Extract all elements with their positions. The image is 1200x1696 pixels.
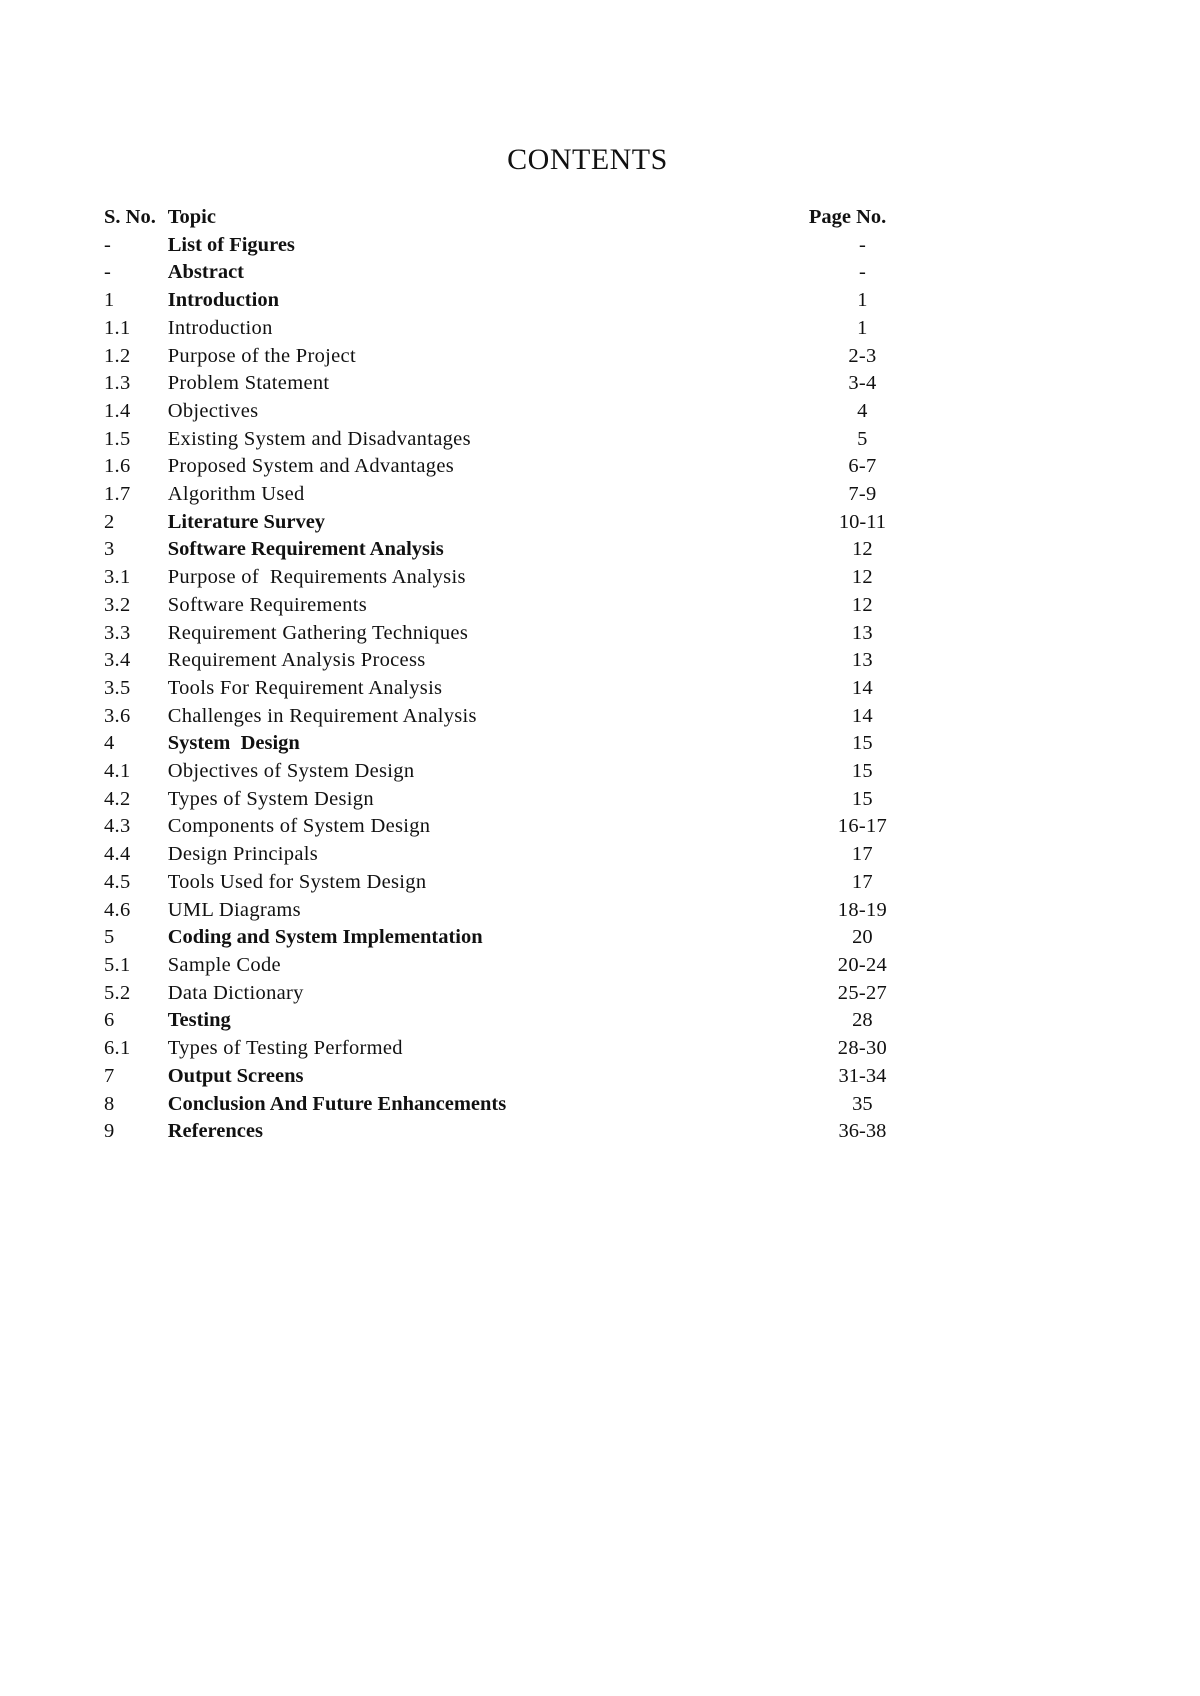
entry-topic: Purpose of Requirements Analysis bbox=[167, 566, 466, 589]
entry-page: 31-34 bbox=[838, 1064, 887, 1087]
header-sno: S. No. bbox=[104, 206, 156, 228]
entry-number: 4 bbox=[104, 732, 115, 755]
entry-page: 36-38 bbox=[838, 1120, 887, 1143]
entry-page: 13 bbox=[851, 649, 873, 672]
entry-topic: References bbox=[167, 1120, 263, 1143]
contents-row bbox=[104, 952, 924, 980]
contents-row bbox=[104, 370, 924, 398]
entry-number: 3.4 bbox=[104, 649, 131, 672]
entry-topic: Testing bbox=[167, 1009, 231, 1032]
contents-row bbox=[104, 481, 924, 509]
entry-number: 3.3 bbox=[104, 621, 131, 644]
entry-page: 14 bbox=[851, 676, 873, 699]
entry-page: 18-19 bbox=[837, 898, 888, 921]
header-topic: Topic bbox=[167, 206, 216, 228]
entry-number: 1 bbox=[104, 289, 115, 312]
entry-page: 13 bbox=[851, 621, 873, 644]
entry-number: 4.5 bbox=[104, 870, 131, 893]
entry-topic: System Design bbox=[167, 732, 300, 755]
page-title: CONTENTS bbox=[507, 143, 668, 176]
contents-body bbox=[104, 232, 924, 1146]
entry-page: 25-27 bbox=[837, 981, 888, 1004]
contents-row bbox=[104, 647, 924, 675]
entry-number: 3.1 bbox=[104, 566, 131, 589]
entry-topic: List of Figures bbox=[167, 233, 295, 256]
entry-number: 3.6 bbox=[104, 704, 131, 727]
entry-topic: UML Diagrams bbox=[167, 898, 301, 921]
entry-topic: Abstract bbox=[167, 261, 245, 284]
entry-number: 1.5 bbox=[104, 427, 131, 450]
contents-row bbox=[104, 232, 924, 260]
entry-page: 5 bbox=[857, 427, 868, 450]
entry-number: - bbox=[104, 233, 111, 256]
contents-table bbox=[104, 204, 924, 1146]
entry-topic: Output Screens bbox=[167, 1064, 304, 1087]
entry-topic: Literature Survey bbox=[167, 510, 326, 533]
entry-number: 1.1 bbox=[104, 316, 131, 339]
entry-page: 15 bbox=[851, 787, 873, 810]
contents-row bbox=[104, 426, 924, 454]
entry-topic: Challenges in Requirement Analysis bbox=[167, 704, 477, 727]
entry-number: 5 bbox=[104, 926, 115, 949]
entry-topic: Introduction bbox=[167, 316, 273, 339]
contents-row bbox=[104, 592, 924, 620]
entry-topic: Requirement Gathering Techniques bbox=[167, 621, 469, 644]
entry-topic: Types of System Design bbox=[167, 787, 374, 810]
entry-page: 2-3 bbox=[848, 344, 877, 367]
entry-topic: Design Principals bbox=[167, 843, 319, 866]
contents-row bbox=[104, 509, 924, 537]
contents-row bbox=[104, 869, 924, 897]
entry-number: 1.6 bbox=[104, 455, 131, 478]
entry-topic: Existing System and Disadvantages bbox=[167, 427, 471, 450]
contents-row bbox=[104, 536, 924, 564]
entry-number: 4.1 bbox=[104, 760, 131, 783]
contents-header-row bbox=[104, 204, 924, 232]
entry-page: 20 bbox=[852, 926, 873, 949]
entry-number: 1.7 bbox=[104, 483, 131, 506]
entry-page: - bbox=[859, 233, 866, 256]
entry-number: 4.6 bbox=[104, 898, 131, 921]
contents-row bbox=[104, 564, 924, 592]
entry-page: 17 bbox=[851, 843, 873, 866]
contents-row bbox=[104, 259, 924, 287]
entry-number: 1.3 bbox=[104, 372, 131, 395]
entry-number: 3 bbox=[104, 538, 115, 561]
contents-row bbox=[104, 786, 924, 814]
entry-page: 10-11 bbox=[838, 510, 886, 533]
contents-row bbox=[104, 897, 924, 925]
contents-row bbox=[104, 813, 924, 841]
contents-row bbox=[104, 730, 924, 758]
entry-topic: Sample Code bbox=[167, 953, 281, 976]
entry-page: 1 bbox=[857, 289, 868, 312]
entry-page: 7-9 bbox=[848, 483, 877, 506]
contents-row bbox=[104, 980, 924, 1008]
entry-page: 15 bbox=[851, 760, 873, 783]
entry-page: 12 bbox=[851, 593, 873, 616]
entry-page: - bbox=[859, 261, 866, 284]
entry-topic: Conclusion And Future Enhancements bbox=[167, 1092, 507, 1115]
entry-page: 17 bbox=[851, 870, 873, 893]
entry-page: 4 bbox=[857, 399, 868, 422]
entry-topic: Data Dictionary bbox=[167, 981, 304, 1004]
contents-row bbox=[104, 398, 924, 426]
entry-page: 28 bbox=[852, 1009, 873, 1032]
contents-row bbox=[104, 1007, 924, 1035]
entry-topic: Software Requirements bbox=[167, 593, 368, 616]
entry-topic: Requirement Analysis Process bbox=[167, 649, 426, 672]
entry-topic: Algorithm Used bbox=[167, 483, 305, 506]
entry-page: 12 bbox=[851, 566, 873, 589]
entry-page: 16-17 bbox=[837, 815, 888, 838]
contents-row bbox=[104, 1118, 924, 1146]
entry-page: 14 bbox=[851, 704, 873, 727]
entry-topic: Proposed System and Advantages bbox=[167, 455, 455, 478]
entry-topic: Problem Statement bbox=[167, 372, 330, 395]
entry-page: 6-7 bbox=[848, 455, 877, 478]
entry-page: 12 bbox=[852, 538, 873, 561]
entry-number: 4.3 bbox=[104, 815, 131, 838]
entry-number: 2 bbox=[104, 510, 115, 533]
entry-topic: Tools Used for System Design bbox=[167, 870, 427, 893]
contents-row bbox=[104, 841, 924, 869]
entry-page: 35 bbox=[852, 1092, 873, 1115]
contents-row bbox=[104, 620, 924, 648]
entry-topic: Components of System Design bbox=[167, 815, 431, 838]
entry-number: 1.2 bbox=[104, 344, 131, 367]
contents-row bbox=[104, 703, 924, 731]
entry-number: 4.4 bbox=[104, 843, 131, 866]
entry-number: 4.2 bbox=[104, 787, 131, 810]
contents-row bbox=[104, 1063, 924, 1091]
contents-row bbox=[104, 924, 924, 952]
contents-row bbox=[104, 453, 924, 481]
entry-page: 15 bbox=[852, 732, 873, 755]
contents-row bbox=[104, 675, 924, 703]
entry-number: 1.4 bbox=[104, 399, 131, 422]
entry-topic: Software Requirement Analysis bbox=[167, 538, 444, 561]
entry-topic: Objectives bbox=[167, 399, 259, 422]
entry-number: 9 bbox=[104, 1120, 115, 1143]
entry-page: 1 bbox=[857, 316, 868, 339]
entry-number: 5.1 bbox=[104, 953, 131, 976]
entry-page: 20-24 bbox=[837, 953, 888, 976]
entry-topic: Introduction bbox=[167, 289, 279, 312]
entry-topic: Tools For Requirement Analysis bbox=[167, 676, 443, 699]
header-page: Page No. bbox=[808, 206, 887, 228]
entry-number: 8 bbox=[104, 1092, 115, 1115]
entry-number: 3.5 bbox=[104, 676, 131, 699]
entry-number: 7 bbox=[104, 1064, 115, 1087]
entry-number: 3.2 bbox=[104, 593, 131, 616]
entry-topic: Purpose of the Project bbox=[167, 344, 356, 367]
entry-topic: Coding and System Implementation bbox=[167, 926, 483, 949]
entry-number: - bbox=[104, 261, 111, 284]
entry-number: 6 bbox=[104, 1009, 115, 1032]
entry-number: 5.2 bbox=[104, 981, 131, 1004]
entry-topic: Objectives of System Design bbox=[167, 760, 415, 783]
entry-page: 3-4 bbox=[848, 372, 877, 395]
contents-row bbox=[104, 1035, 924, 1063]
contents-row bbox=[104, 343, 924, 371]
entry-number: 6.1 bbox=[104, 1037, 131, 1060]
entry-page: 28-30 bbox=[837, 1037, 888, 1060]
contents-row bbox=[104, 315, 924, 343]
contents-row bbox=[104, 758, 924, 786]
contents-row bbox=[104, 287, 924, 315]
contents-row bbox=[104, 1091, 924, 1119]
entry-topic: Types of Testing Performed bbox=[167, 1037, 403, 1060]
